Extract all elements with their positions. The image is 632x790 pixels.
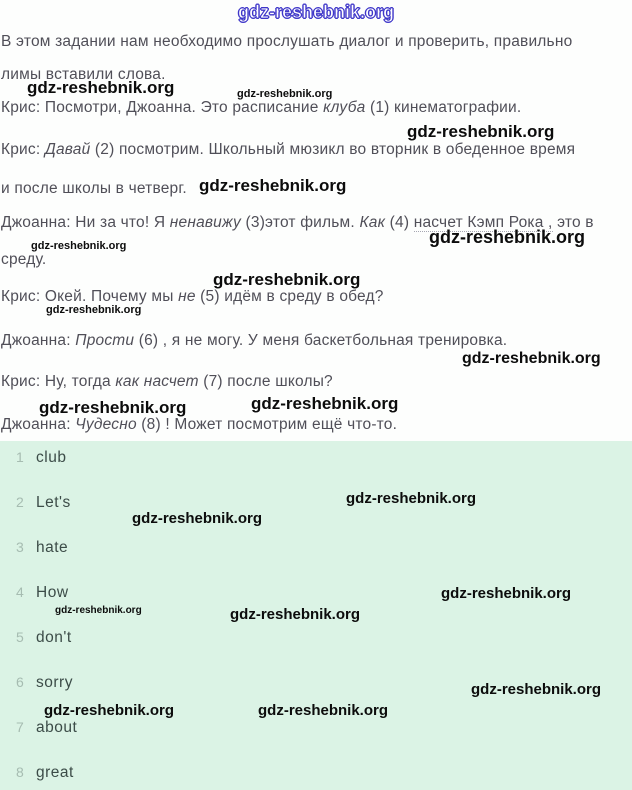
watermark: gdz-reshebnik.org bbox=[55, 605, 142, 616]
watermark: gdz-reshebnik.org bbox=[199, 176, 347, 195]
answer-number: 3 bbox=[16, 539, 24, 555]
watermark: gdz-reshebnik.org bbox=[407, 122, 555, 141]
dialogue-answer-word: Давай bbox=[44, 141, 91, 158]
answer-word: don't bbox=[36, 629, 72, 646]
dialogue-text: это в bbox=[552, 214, 594, 231]
answer-number: 5 bbox=[16, 629, 24, 645]
dialogue-text: Крис: Посмотри, Джоанна. Это расписание bbox=[1, 99, 324, 116]
answer-number: 4 bbox=[16, 584, 24, 600]
watermark: gdz-reshebnik.org bbox=[237, 88, 333, 100]
watermark: gdz-reshebnik.org bbox=[132, 510, 263, 527]
dialogue-text: Крис: bbox=[1, 141, 45, 158]
watermark: gdz-reshebnik.org bbox=[346, 490, 477, 507]
watermark: gdz-reshebnik.org bbox=[471, 681, 602, 698]
answer-number: 2 bbox=[16, 494, 24, 510]
dialogue-text: среду. bbox=[1, 251, 47, 268]
answer-word: sorry bbox=[36, 674, 73, 691]
answer-word: about bbox=[36, 719, 78, 736]
dialogue-text: и после школы в четверг. bbox=[1, 180, 187, 197]
dialogue-text: Джоанна: bbox=[1, 332, 76, 349]
dialogue-line bbox=[1, 416, 397, 434]
answer-word: Let's bbox=[36, 494, 71, 511]
dialogue-answer-word: ненавижу bbox=[169, 214, 241, 231]
dialogue-answer-word: клуба bbox=[323, 99, 366, 116]
dialogue-line bbox=[1, 180, 187, 198]
dialogue-line bbox=[1, 141, 575, 159]
intro-line-2: лимы вставили слова. bbox=[1, 66, 166, 83]
dialogue-answer-word: Чудесно bbox=[75, 416, 137, 433]
site-watermark-logo: gdz-reshebnik.org bbox=[237, 2, 394, 22]
answer-number: 8 bbox=[16, 764, 24, 780]
watermark: gdz-reshebnik.org bbox=[429, 227, 586, 247]
watermark: gdz-reshebnik.org bbox=[213, 270, 361, 289]
watermark: gdz-reshebnik.org bbox=[251, 394, 399, 413]
answer-word: How bbox=[36, 584, 69, 601]
watermark: gdz-reshebnik.org bbox=[258, 702, 389, 719]
dialogue-answer-word: Как bbox=[359, 214, 386, 231]
dialogue-answer-word: не bbox=[178, 288, 196, 305]
watermark: gdz-reshebnik.org bbox=[230, 606, 361, 623]
dialogue-answer-word: как насчет bbox=[115, 373, 199, 390]
watermark: gdz-reshebnik.org bbox=[462, 350, 601, 367]
dialogue-line bbox=[1, 99, 521, 117]
watermark: gdz-reshebnik.org bbox=[27, 78, 175, 97]
dialogue-line bbox=[1, 332, 507, 350]
answer-word: great bbox=[36, 764, 74, 781]
intro-line-1: В этом задании нам необходимо прослушать диалог и проверить, правильно bbox=[1, 33, 573, 50]
dialogue-text: (2) посмотрим. Школьный мюзикл во вторник в обеденное время bbox=[90, 141, 576, 158]
answer-number: 6 bbox=[16, 674, 24, 690]
dialogue-text: (3)этот фильм. bbox=[241, 214, 360, 231]
dialogue-text: (6) , я не могу. У меня баскетбольная тренировка. bbox=[134, 332, 508, 349]
answer-word: hate bbox=[36, 539, 69, 556]
dialogue-text: Крис: Окей. Почему мы bbox=[1, 288, 179, 305]
answer-word: club bbox=[36, 449, 67, 466]
answer-number: 1 bbox=[16, 449, 24, 465]
watermark: gdz-reshebnik.org bbox=[31, 240, 127, 252]
dialogue-line bbox=[1, 373, 333, 391]
dialogue-text: Джоанна: bbox=[1, 416, 76, 433]
dialogue-line bbox=[1, 251, 46, 269]
dialogue-text: (5) идём в среду в обед? bbox=[195, 288, 384, 305]
dialogue-text: (4) bbox=[385, 214, 414, 231]
dialogue-text: (7) после школы? bbox=[198, 373, 333, 390]
dialogue-text: (8) ! Может посмотрим ещё что-то. bbox=[136, 416, 398, 433]
watermark: gdz-reshebnik.org bbox=[46, 304, 142, 316]
dialogue-text-underlined: насчет Кэмп Рока , bbox=[413, 214, 553, 231]
watermark: gdz-reshebnik.org bbox=[44, 702, 175, 719]
dialogue-text: Джоанна: Ни за что! Я bbox=[1, 214, 170, 231]
watermark: gdz-reshebnik.org bbox=[39, 398, 187, 417]
answer-number: 7 bbox=[16, 719, 24, 735]
dialogue-text: Крис: Ну, тогда bbox=[1, 373, 116, 390]
dialogue-text: (1) кинематографии. bbox=[365, 99, 522, 116]
dialogue-answer-word: Прости bbox=[75, 332, 135, 349]
watermark: gdz-reshebnik.org bbox=[441, 585, 572, 602]
